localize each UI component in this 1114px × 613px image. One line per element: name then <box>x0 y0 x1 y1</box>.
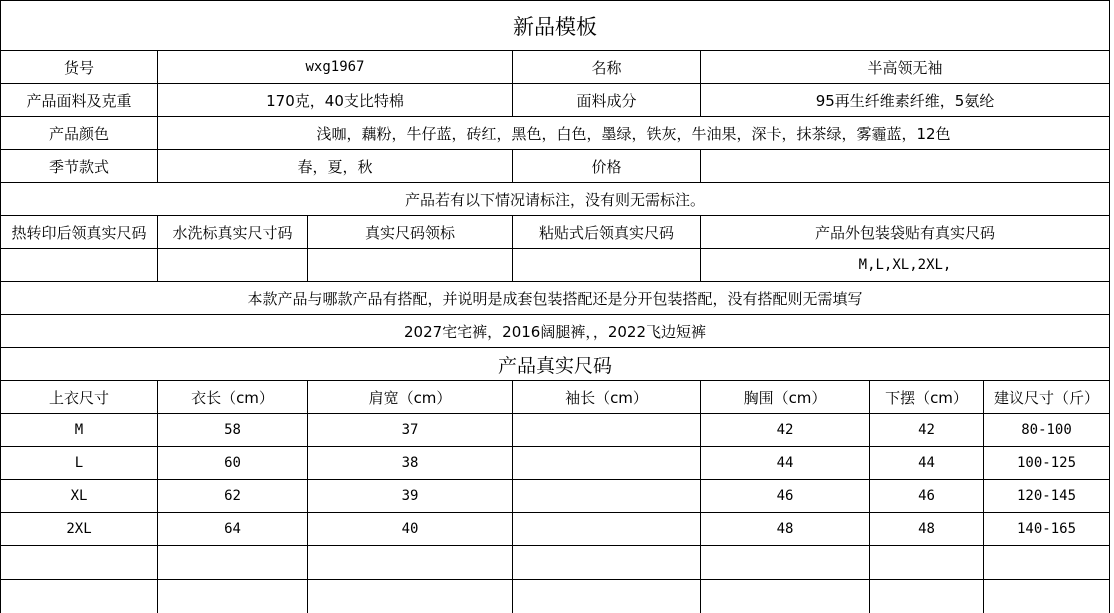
fabric-label[interactable]: 产品面料及克重 <box>1 84 158 117</box>
size-cell[interactable]: 39 <box>308 480 513 513</box>
fabric-value[interactable]: 170克，40支比特棉 <box>158 84 513 117</box>
item-row <box>1 51 1110 84</box>
size-title[interactable]: 产品真实尺码 <box>1 348 1110 381</box>
empty-cell[interactable] <box>308 580 513 613</box>
size-header-cell[interactable]: 肩宽（cm） <box>308 381 513 414</box>
item-no-value[interactable]: wxg1967 <box>158 51 513 84</box>
label-value-cell[interactable] <box>513 249 701 282</box>
empty-cell[interactable] <box>984 546 1110 580</box>
size-cell[interactable]: 46 <box>870 480 984 513</box>
match-value[interactable]: 2027宅宅裤，2016阔腿裤，，2022飞边短裤 <box>1 315 1110 348</box>
item-no-label[interactable]: 货号 <box>1 51 158 84</box>
label-header-cell[interactable]: 水洗标真实尺寸码 <box>158 216 308 249</box>
empty-cell[interactable] <box>158 546 308 580</box>
empty-row <box>1 580 1110 613</box>
size-header-row <box>1 381 1110 414</box>
empty-cell[interactable] <box>308 546 513 580</box>
price-label[interactable]: 价格 <box>513 150 701 183</box>
empty-cell[interactable] <box>701 580 870 613</box>
label-header-cell[interactable]: 热转印后领真实尺码 <box>1 216 158 249</box>
color-value[interactable]: 浅咖，藕粉，牛仔蓝，砖红，黑色，白色，墨绿，铁灰，牛油果，深卡，抹茶绿，雾霾蓝，12色 <box>158 117 1110 150</box>
size-cell[interactable]: 58 <box>158 414 308 447</box>
size-cell[interactable]: 38 <box>308 447 513 480</box>
empty-cell[interactable] <box>1 580 158 613</box>
match-note-row <box>1 282 1110 315</box>
empty-cell[interactable] <box>870 580 984 613</box>
composition-label[interactable]: 面料成分 <box>513 84 701 117</box>
empty-cell[interactable] <box>984 580 1110 613</box>
size-cell[interactable]: 48 <box>870 513 984 546</box>
table-row <box>1 447 1110 480</box>
size-header-cell[interactable]: 上衣尺寸 <box>1 381 158 414</box>
label-header-cell[interactable]: 真实尺码领标 <box>308 216 513 249</box>
size-cell[interactable]: 2XL <box>1 513 158 546</box>
match-note[interactable]: 本款产品与哪款产品有搭配，并说明是成套包装搭配还是分开包装搭配，没有搭配则无需填写 <box>1 282 1110 315</box>
color-row <box>1 117 1110 150</box>
label-value-cell[interactable] <box>158 249 308 282</box>
price-value[interactable] <box>701 150 1110 183</box>
composition-value[interactable]: 95再生纤维素纤维，5氨纶 <box>701 84 1110 117</box>
size-cell[interactable]: 48 <box>701 513 870 546</box>
season-value[interactable]: 春，夏，秋 <box>158 150 513 183</box>
size-cell[interactable] <box>513 414 701 447</box>
size-cell[interactable]: 120-145 <box>984 480 1110 513</box>
empty-cell[interactable] <box>1 546 158 580</box>
label-value-cell[interactable] <box>1 249 158 282</box>
size-cell[interactable]: 80-100 <box>984 414 1110 447</box>
name-label[interactable]: 名称 <box>513 51 701 84</box>
size-cell[interactable] <box>513 513 701 546</box>
size-cell[interactable]: 140-165 <box>984 513 1110 546</box>
size-header-cell[interactable]: 袖长（cm） <box>513 381 701 414</box>
season-row <box>1 150 1110 183</box>
season-label[interactable]: 季节款式 <box>1 150 158 183</box>
fabric-row <box>1 84 1110 117</box>
size-cell[interactable]: 60 <box>158 447 308 480</box>
label-value-cell[interactable] <box>308 249 513 282</box>
color-label[interactable]: 产品颜色 <box>1 117 158 150</box>
notice-text[interactable]: 产品若有以下情况请标注，没有则无需标注。 <box>1 183 1110 216</box>
size-header-cell[interactable]: 下摆（cm） <box>870 381 984 414</box>
table-row <box>1 414 1110 447</box>
empty-cell[interactable] <box>158 580 308 613</box>
table-row <box>1 480 1110 513</box>
size-cell[interactable]: 62 <box>158 480 308 513</box>
empty-row <box>1 546 1110 580</box>
empty-cell[interactable] <box>513 580 701 613</box>
label-header-row <box>1 216 1110 249</box>
size-cell[interactable]: 44 <box>701 447 870 480</box>
size-title-row <box>1 348 1110 381</box>
size-cell[interactable]: 64 <box>158 513 308 546</box>
match-value-row <box>1 315 1110 348</box>
empty-cell[interactable] <box>701 546 870 580</box>
sheet-title[interactable]: 新品模板 <box>1 1 1110 51</box>
size-cell[interactable]: L <box>1 447 158 480</box>
label-value-cell[interactable]: M,L,XL,2XL, <box>701 249 1110 282</box>
size-cell[interactable]: 100-125 <box>984 447 1110 480</box>
size-cell[interactable] <box>513 480 701 513</box>
empty-cell[interactable] <box>870 546 984 580</box>
size-cell[interactable]: 44 <box>870 447 984 480</box>
size-header-cell[interactable]: 建议尺寸（斤） <box>984 381 1110 414</box>
size-header-cell[interactable]: 衣长（cm） <box>158 381 308 414</box>
size-cell[interactable]: 46 <box>701 480 870 513</box>
table-row <box>1 513 1110 546</box>
size-cell[interactable]: M <box>1 414 158 447</box>
notice-row <box>1 183 1110 216</box>
size-cell[interactable]: 42 <box>870 414 984 447</box>
label-header-cell[interactable]: 粘贴式后领真实尺码 <box>513 216 701 249</box>
size-header-cell[interactable]: 胸围（cm） <box>701 381 870 414</box>
label-value-row <box>1 249 1110 282</box>
label-header-cell[interactable]: 产品外包装袋贴有真实尺码 <box>701 216 1110 249</box>
name-value[interactable]: 半高领无袖 <box>701 51 1110 84</box>
title-row <box>1 1 1110 51</box>
size-cell[interactable]: 40 <box>308 513 513 546</box>
empty-cell[interactable] <box>513 546 701 580</box>
size-cell[interactable]: 42 <box>701 414 870 447</box>
size-cell[interactable]: 37 <box>308 414 513 447</box>
size-cell[interactable]: XL <box>1 480 158 513</box>
size-cell[interactable] <box>513 447 701 480</box>
